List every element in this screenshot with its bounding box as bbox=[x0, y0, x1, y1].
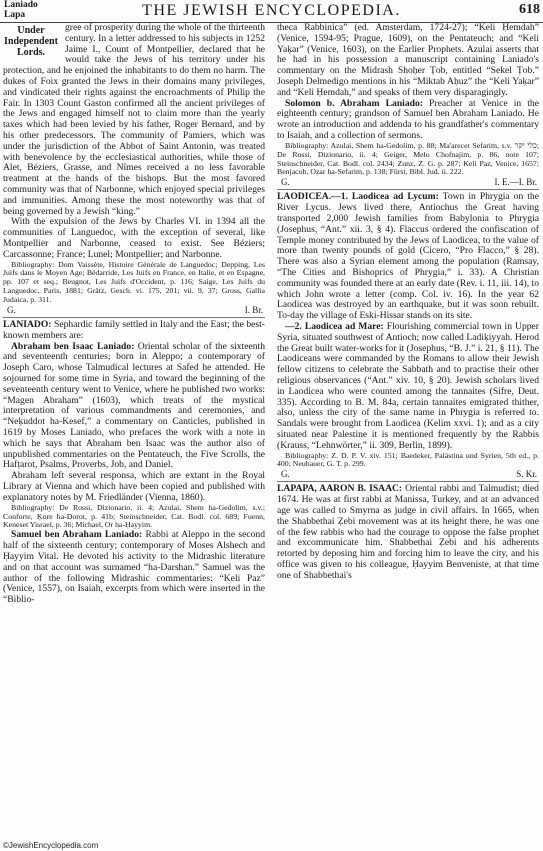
signature-category: G. bbox=[281, 469, 290, 480]
author-signature bbox=[277, 469, 539, 482]
article-paragraph: theca Rabbinica” (ed. Amsterdam, 1724-27); “Keli Ḥemdah” (Venice, 1594-95; Prague, 1609), on the Pentateuch; and “Keli Yaḳar” (Venice, 1603), on the Earlier Prophets. Azulai asserts that he had in his possession a manuscript containing Laniado's commentary on the Midrash Shoḥer Ṭob, entitled “Sekel Ṭob.” Joseph Delmedigo mentions in his “Miktab Aḥuz” the “Keli Yaḳar” and “Keli Ḥemdah,” and speaks of them very disparagingly. bbox=[277, 23, 539, 98]
bibliography: Bibliography: Z. D. P. V. xiv. 151; Baedeker, Palästina und Syrien, 5th ed., p. 400; Neubauer, G. T. p. 299. bbox=[277, 450, 539, 469]
entry-headword: LAPAPA, AARON B. ISAAC: bbox=[277, 483, 403, 495]
article-paragraph: With the expulsion of the Jews by Charles VI. in 1394 all the communities of Languedoc, with the exception of several, like Montpellier and Narbonne, ceased to exist. See Béziers; Carcassonne; France; Lunel; Montpellier; and Narbonne. bbox=[3, 216, 265, 260]
subentry-name: Abraham ben Isaac Laniado: bbox=[11, 340, 135, 352]
running-head-last: Lapa bbox=[4, 9, 26, 20]
subentry-text: Oriental scholar of the sixteenth and seventeenth centuries; born in Aleppo; a contemporary of Joseph Caro, whose Talmudical lectures at Safed he attended. He sojourned for some time in Syria, and toward the beginning of the seventeenth century went to Venice, where he published two works: “Magen Abraham” (1603), which treats of the mystical interpretation of various commandments and ceremonies, and “Neḳuddot ha-Kesef,” a commentary on Canticles, published in 1619 by Moses Laniado, who prefaces the work with a note in which he says that Abraham ben Isaac was the author also of unpublished commentaries on the Pentateuch, the Five Scrolls, the Hafṭarot, Psalms, Proverbs, Job, and Daniel. bbox=[3, 340, 265, 471]
entry-solomon-laniado bbox=[277, 99, 539, 142]
article-paragraph: Abraham left several responsa, which are extant in the Royal Library at Vienna and which have been copied and published with explanatory notes by M. Friedländer (Vienna, 1860). bbox=[3, 470, 265, 503]
subentry-text: Preacher at Venice in the eighteenth century; grandson of Samuel ben Abraham Laniado. He wrote an introduction and addenda to his grandfather's commentary to Isaiah, and a collection of sermons. bbox=[277, 97, 539, 141]
entry-text: Oriental rabbi and Talmudist; died 1674. He was at first rabbi at Manissa, Turkey, and at an advanced age was called to Smyrna as judge in civil affairs. In 1665, when the Shabbethai Ẓebi movement was at its height there, he was one of the few rabbis who had the courage to oppose the false prophet and excommunicate him. Shabbethai Ẓebi and his adherents retorted by deposing him and forcing him to leave the city, and his office was given to his colleague, Ḥayyim Benveniste, at that time one of Shabbethai's bbox=[277, 483, 539, 581]
entry-laodicea bbox=[277, 192, 539, 322]
author-signature bbox=[277, 177, 539, 190]
signature-category: G. bbox=[7, 305, 16, 316]
bibliography: Bibliography: Azulai, Shem ha-Gedolim, p. 88; Ma'arecet Sefarim, s.v. כלי יקר; De Rossi, Dizionario, ii. 4; Geiger, Melo Chofnajim, p. 86, note 107; Steinschneider, Cat. Bodl. col. 2434; Zunz, Z. G. p. 287; Keli Paz, Venice, 1657; Benjacob, Oẓar ha-Sefarim, p. 138; Fürst, Bibl. Jud. ii. 222. bbox=[277, 140, 539, 177]
signature-category: G. bbox=[281, 177, 290, 188]
signature-author: I. Br. bbox=[244, 305, 263, 316]
entry-abraham-laniado bbox=[3, 342, 265, 472]
article-paragraph bbox=[3, 23, 265, 217]
author-signature bbox=[3, 305, 265, 318]
paragraph-text: gree of prosperity during the whole of the thirteenth century. In a letter addressed to his subjects in 1252 Jaime I., Count of Montpellier, declared that he would take the Jews of his territory under his protection, and he enjoined the inhabitants to do them no harm. The dukes of Foix granted the Jews in their domains many privileges, and vindicated their rights against the encroachments of Philip the Fair. In 1303 Count Gaston confirmed all the ancient privileges of the Jews and engaged himself not to claim more than the yearly taxes which had been levied by his father, Roger Bernard, and by his other predecessors. The community of Pamiers, which was under the jurisdiction of the Abbot of Saint Antonin, was treated with benevolence by the ecclesiastical authorities, while those of Alet, Béziers, Grasse, and Nîmes received a no less favorable treatment at the hands of the bishops. But the most favored community was that of Narbonne, which enjoyed special privileges and immunities. Among these the most noteworthy was that of being governed by a Jewish “king.” bbox=[3, 23, 265, 217]
running-head-first: Laniado bbox=[4, 0, 38, 10]
subentry-name: Samuel ben Abraham Laniado: bbox=[11, 529, 143, 541]
entry-text: Sephardic family settled in Italy and the East; the best-known members are: bbox=[3, 319, 265, 341]
entry-laodicea-ad-mare bbox=[277, 322, 539, 452]
bibliography: Bibliography: De Rossi, Dizionario, ii. 4; Azulai, Shem ha-Gedolim, s.v.; Conforte, Ḳore ha-Dorot, p. 41b; Steinschneider, Cat. Bodl. col. 689; Fuenn, Keneset Yisrael, p. 36; Michael, Or ha-Ḥayyim. bbox=[3, 502, 265, 530]
signature-author: S. Kr. bbox=[516, 469, 537, 480]
subentry-text: Flourishing commercial town in Upper Syria, situated southwest of Antioch; now called Ladiḳiyyah. Herod the Great built water-works for it (Josephus, “B. J.” i. 21, § 11). The Laodiceans were commanded by the Romans to allow their Jewish fellow citizens to celebrate the Sabbath and to practise their other religious observances (“Ant.” xiv. 10, § 20). Jewish scholars lived in Laodicea who were counted among the tannaites (Sifre, Deut. 335). According to B. M. 84a, certain tannaites emigrated thither, also, unless the city of the same name in Phrygia is referred to. Sandals were brought from Laodicea (Kelim xxvi. 1); and as a city situated near Palestine it is mentioned frequently by the Rabbis (Krauss, “Lehnwörter,” ii. 309, Berlin, 1899). bbox=[277, 320, 539, 451]
signature-author: I. E.—I. Br. bbox=[494, 177, 537, 188]
entry-samuel-laniado bbox=[3, 530, 265, 606]
running-header bbox=[0, 0, 543, 23]
copyright-watermark: ©JewishEncyclopedia.com bbox=[3, 841, 99, 850]
entry-headword: LAODICEA.—1. Laodicea ad Lycum: bbox=[277, 191, 439, 203]
left-column bbox=[3, 23, 265, 849]
margin-subheading: Under Independent Lords. bbox=[4, 25, 58, 58]
page-number: 618 bbox=[519, 2, 540, 17]
subentry-text: Rabbi at Aleppo in the second half of the sixteenth century; contemporary of Moses Alshech and Ḥayyim Vital. He devoted his activity to the Midrashic literature and on that account was surnamed “ha-Darshan.” Samuel was the author of the following Midrashic commentaries: “Keli Paz” (Venice, 1557), on Isaiah, excerpts from which were inserted in the “Biblio- bbox=[3, 529, 265, 606]
right-column bbox=[277, 23, 539, 849]
publication-title: THE JEWISH ENCYCLOPEDIA. bbox=[142, 2, 401, 19]
entry-lapapa bbox=[277, 484, 539, 581]
entry-laniado bbox=[3, 320, 265, 342]
subentry-name: Solomon b. Abraham Laniado: bbox=[285, 97, 423, 109]
entry-text: Town in Phrygia on the River Lycus. Jews lived there, Antiochus the Great having transported 2,000 Jewish families from Babylonia to Phrygia (Josephus, “Ant.” xii. 3, § 4). Flaccus ordered the confiscation of Temple money contributed by the Jews of Laodicea, to the value of more than twenty pounds of gold (Cicero, “Pro Flacco,” § 28). There was also a Syrian element among the population (Ramsay, “The Cities and Bishoprics of Phrygia,” i. 33). A Christian community was founded there at an early date (Rev. i. 11, iii. 14), to which John wrote a letter (comp. Col. iv. 16). In the year 62 Laodicea was destroyed by an earthquake, but it was soon rebuilt. To-day the village of Eski-Hissar stands on its site. bbox=[277, 191, 539, 322]
subentry-name: —2. Laodicea ad Mare: bbox=[285, 320, 384, 332]
entry-headword: LANIADO: bbox=[3, 319, 52, 331]
bibliography: Bibliography: Dom Vaissète, Histoire Générale de Languedoc; Depping, Les Juifs dans le Moyen Age; Bédarride, Les Juifs en France, en Italie, et en Espagne, pp. 107 et seq.; Beugnot, Les Juifs d'Occident, p. 116; Saige, Les Juifs du Languedoc, Paris, 1881; Grätz, Gesch. vi. 175, 201; vii. 9, 37; Gross, Gallia Judaica, p. 311. bbox=[3, 259, 265, 305]
